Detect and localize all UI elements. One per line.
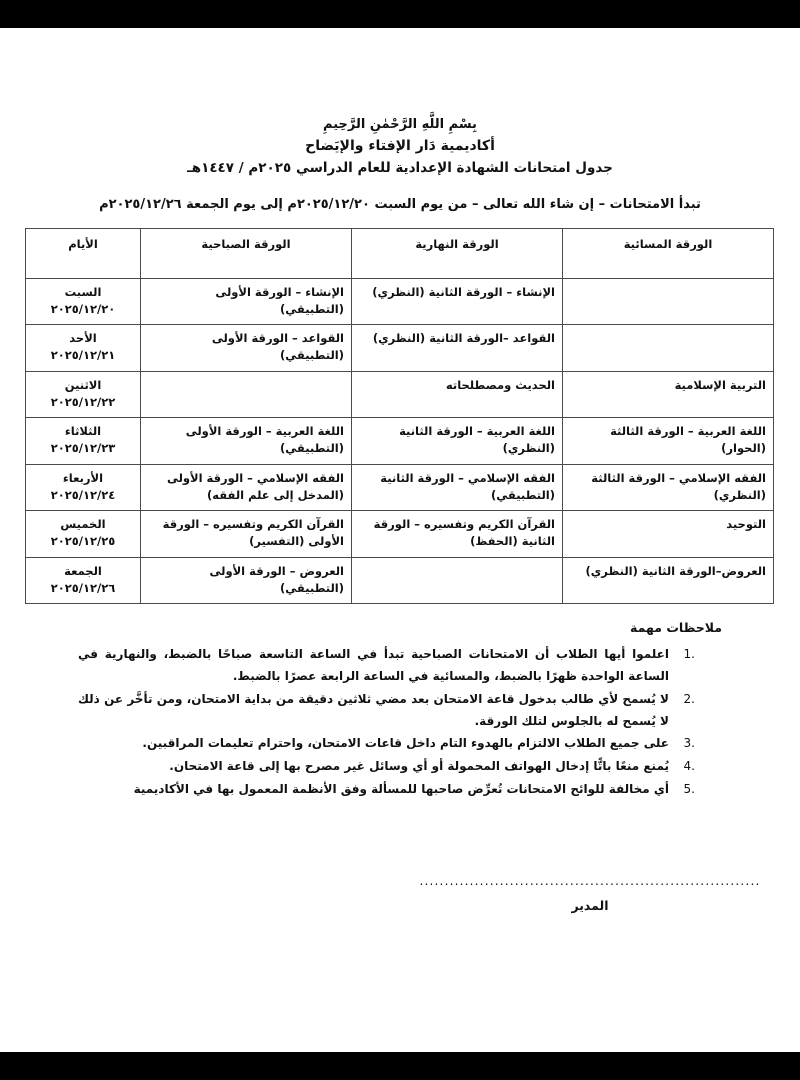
- column-header-day: الأيام: [26, 228, 141, 278]
- table-body: [26, 278, 774, 604]
- signature-inner: [420, 875, 761, 913]
- table-row: [26, 325, 774, 372]
- cell-day: [26, 464, 141, 511]
- cell-noon: اللغة العربية – الورقة الثانية (النظري): [352, 418, 563, 465]
- letterbox-bar-bottom: [0, 1052, 800, 1080]
- day-date: ٢٠٢٥/١٢/٢٢: [50, 394, 116, 409]
- cell-morning: الإنشاء – الورقة الأولى (التطبيقي): [141, 278, 352, 325]
- note-item: لا يُسمح لأي طالب بدخول قاعة الامتحان بعد مضي ثلاثين دقيقة من بداية الامتحان، ومن تأخَّر عن ذلك لا يُسمح له بالجلوس لتلك الورقة.: [78, 691, 669, 728]
- cell-day: [26, 511, 141, 558]
- cell-morning: القرآن الكريم وتفسيره – الورقة الأولى (التفسير): [141, 511, 352, 558]
- cell-evening: [563, 278, 774, 325]
- cell-day: [26, 278, 141, 325]
- cell-evening: التوحيد: [563, 511, 774, 558]
- day-name: السبت: [64, 284, 102, 299]
- signature-line: ....................................................................: [419, 873, 761, 888]
- day-date: ٢٠٢٥/١٢/٢٦: [50, 580, 116, 595]
- cell-morning: العروض – الورقة الأولى (التطبيقي): [141, 557, 352, 604]
- day-date: ٢٠٢٥/١٢/٢٠: [50, 301, 116, 316]
- day-date: ٢٠٢٥/١٢/٢٣: [50, 441, 116, 456]
- cell-noon: الفقه الإسلامي – الورقة الثانية (التطبيقي): [352, 464, 563, 511]
- column-header-morning: الورقة الصباحية: [141, 228, 352, 278]
- day-date: ٢٠٢٥/١٢/٢٥: [50, 534, 116, 549]
- cell-day: [26, 557, 141, 604]
- schedule-title: جدول امتحانات الشهادة الإعدادية للعام الدراسي ٢٠٢٥م / ١٤٤٧هـ: [187, 159, 613, 176]
- cell-day: [26, 418, 141, 465]
- document-page: [0, 28, 800, 1052]
- cell-evening: اللغة العربية – الورقة الثالثة (الحوار): [563, 418, 774, 465]
- academy-name: أكاديمية دَار الإفتاء والإيَضاح: [305, 138, 495, 155]
- cell-evening: العروض–الورقة الثانية (النظري): [563, 557, 774, 604]
- notes-heading: ملاحظات مهمة: [630, 620, 722, 636]
- table-row: [26, 278, 774, 325]
- day-name: الجمعة: [64, 563, 102, 578]
- table-header-row: [26, 228, 774, 278]
- cell-noon: [352, 557, 563, 604]
- column-header-evening: الورقة المسائية: [563, 228, 774, 278]
- schedule-table-wrapper: [26, 228, 774, 605]
- table-row: [26, 418, 774, 465]
- cell-day: [26, 371, 141, 418]
- cell-noon: الحديث ومصطلحاته: [352, 371, 563, 418]
- cell-evening: الفقه الإسلامي – الورقة الثالثة (النظري): [563, 464, 774, 511]
- note-item: يُمنع منعًا باتًّا إدخال الهواتف المحمولة أو أي وسائل غير مصرح بها إلى قاعة الامتحان.: [169, 759, 669, 774]
- day-name: الاثنين: [64, 377, 102, 392]
- exam-schedule-table: [25, 228, 774, 605]
- day-date: ٢٠٢٥/١٢/٢٤: [50, 487, 116, 502]
- cell-morning: القواعد – الورقة الأولى (التطبيقي): [141, 325, 352, 372]
- day-date: ٢٠٢٥/١٢/٢١: [50, 348, 116, 363]
- cell-noon: القواعد –الورقة الثانية (النظري): [352, 325, 563, 372]
- note-item: اعلموا أيها الطلاب أن الامتحانات الصباحية تبدأ في الساعة التاسعة صباحًا بالضبط، والنهارية في الساعة الواحدة ظهرًا بالضبط، والمسائية في الساعة الرابعة عصرًا بالضبط.: [78, 647, 669, 683]
- note-item: أي مخالفة للوائح الامتحانات تُعرِّض صاحبها للمسألة وفق الأنظمة المعمول بها في الأكاديمية: [133, 782, 669, 797]
- cell-morning: [141, 371, 352, 418]
- cell-evening: [563, 325, 774, 372]
- letterbox-bar-top: [0, 0, 800, 28]
- day-name: الخميس: [60, 517, 106, 532]
- note-item: على جميع الطلاب الالتزام بالهدوء التام داخل قاعات الامتحان، واحترام تعليمات المراقبين.: [142, 736, 669, 751]
- exam-period-note: تبدأ الامتحانات – إن شاء الله تعالى – من يوم السبت ٢٠٢٥/١٢/٢٠م إلى يوم الجمعة ٢٠٢٥/١٢/٢٦م: [99, 196, 701, 212]
- day-name: الأحد: [69, 331, 97, 346]
- table-row: [26, 557, 774, 604]
- signature-label: المدير: [571, 898, 609, 914]
- cell-morning: الفقه الإسلامي – الورقة الأولى (المدخل إلى علم الفقه): [141, 464, 352, 511]
- cell-evening: التربية الإسلامية: [563, 371, 774, 418]
- cell-noon: الإنشاء – الورقة الثانية (النظري): [352, 278, 563, 325]
- notes-list: [78, 644, 695, 801]
- table-row: [26, 371, 774, 418]
- cell-morning: اللغة العربية – الورقة الأولى (التطبيقي): [141, 418, 352, 465]
- column-header-noon: الورقة النهارية: [352, 228, 563, 278]
- cell-noon: القرآن الكريم وتفسيره – الورقة الثانية (الحفظ): [352, 511, 563, 558]
- table-row: [26, 464, 774, 511]
- cell-day: [26, 325, 141, 372]
- bismillah-line: بِسْمِ اللَّهِ الرَّحْمٰنِ الرَّحِيمِ: [323, 117, 477, 132]
- table-row: [26, 511, 774, 558]
- signature-block: [0, 875, 800, 914]
- document-header: [0, 28, 800, 180]
- day-name: الأربعاء: [62, 470, 104, 485]
- day-name: الثلاثاء: [64, 424, 102, 439]
